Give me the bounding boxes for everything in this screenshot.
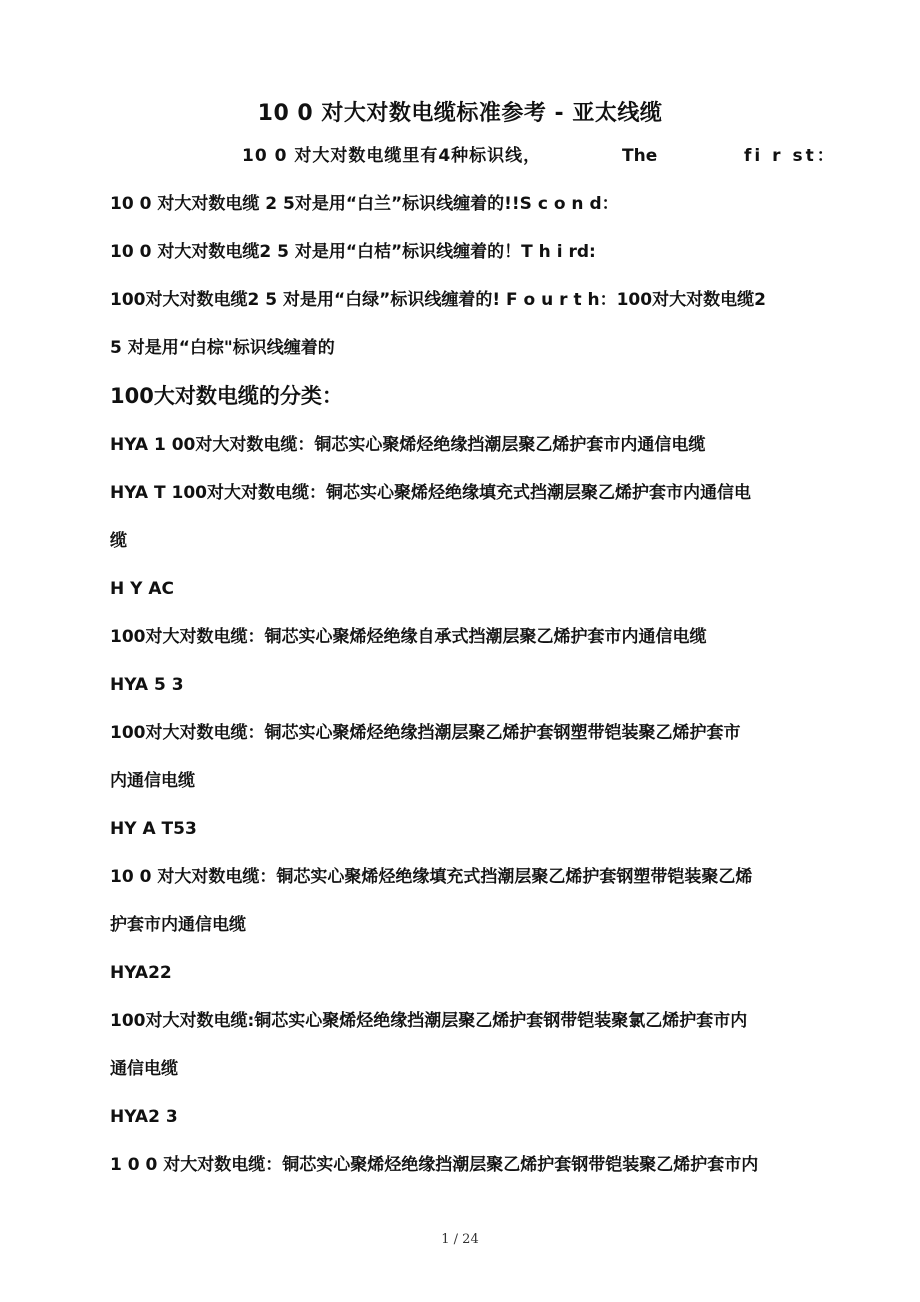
page-number: 1 / 24 — [441, 1232, 479, 1247]
body-line-3: 100对大对数电缆2 5 对是用“白绿”标识线缠着的! F o u r t h：100对大对数电缆2 — [110, 290, 766, 310]
class-line-12: HYA22 — [110, 963, 172, 983]
body-line-2: 10 0 对大对数电缆2 5 对是用“白桔”标识线缠着的！T h i rd: — [110, 242, 596, 262]
class-line-1: HYA 1 00对大对数电缆：铜芯实心聚烯烃绝缘挡潮层聚乙烯护套市内通信电缆 — [110, 435, 706, 455]
intro-the: The — [622, 146, 658, 166]
class-line-9: HY A T53 — [110, 819, 197, 839]
class-line-6: HYA 5 3 — [110, 675, 184, 695]
body-line-4: 5 对是用“白棕"标识线缠着的 — [110, 338, 335, 358]
intro-text: 10 0 对大对数电缆里有4种标识线， — [242, 146, 542, 166]
class-line-5: 100对大对数电缆：铜芯实心聚烯烃绝缘自承式挡潮层聚乙烯护套市内通信电缆 — [110, 627, 707, 647]
class-line-7: 100对大对数电缆：铜芯实心聚烯烃绝缘挡潮层聚乙烯护套钢塑带铠装聚乙烯护套市 — [110, 723, 741, 743]
document-title: 10 0 对大对数电缆标准参考 - 亚太线缆 — [257, 101, 663, 126]
class-line-4: H Y AC — [110, 579, 175, 599]
class-line-15: HYA2 3 — [110, 1107, 178, 1127]
class-line-16: 1 0 0 对大对数电缆：铜芯实心聚烯烃绝缘挡潮层聚乙烯护套钢带铠装聚乙烯护套市内 — [110, 1155, 759, 1175]
class-line-8: 内通信电缆 — [110, 771, 195, 791]
class-line-13: 100对大对数电缆:铜芯实心聚烯烃绝缘挡潮层聚乙烯护套钢带铠装聚氯乙烯护套市内 — [110, 1011, 748, 1031]
class-line-3: 缆 — [110, 531, 127, 551]
body-line-1: 10 0 对大对数电缆 2 5对是用“白兰”标识线缠着的!!S c o n d： — [110, 194, 619, 214]
class-line-14: 通信电缆 — [110, 1059, 178, 1079]
intro-first: fi r st： — [744, 146, 837, 166]
section-heading: 100大对数电缆的分类： — [110, 384, 343, 408]
class-line-10: 10 0 对大对数电缆：铜芯实心聚烯烃绝缘填充式挡潮层聚乙烯护套钢塑带铠装聚乙烯 — [110, 867, 753, 887]
class-line-11: 护套市内通信电缆 — [110, 915, 246, 935]
class-line-2: HYA T 100对大对数电缆：铜芯实心聚烯烃绝缘填充式挡潮层聚乙烯护套市内通信电 — [110, 483, 751, 503]
